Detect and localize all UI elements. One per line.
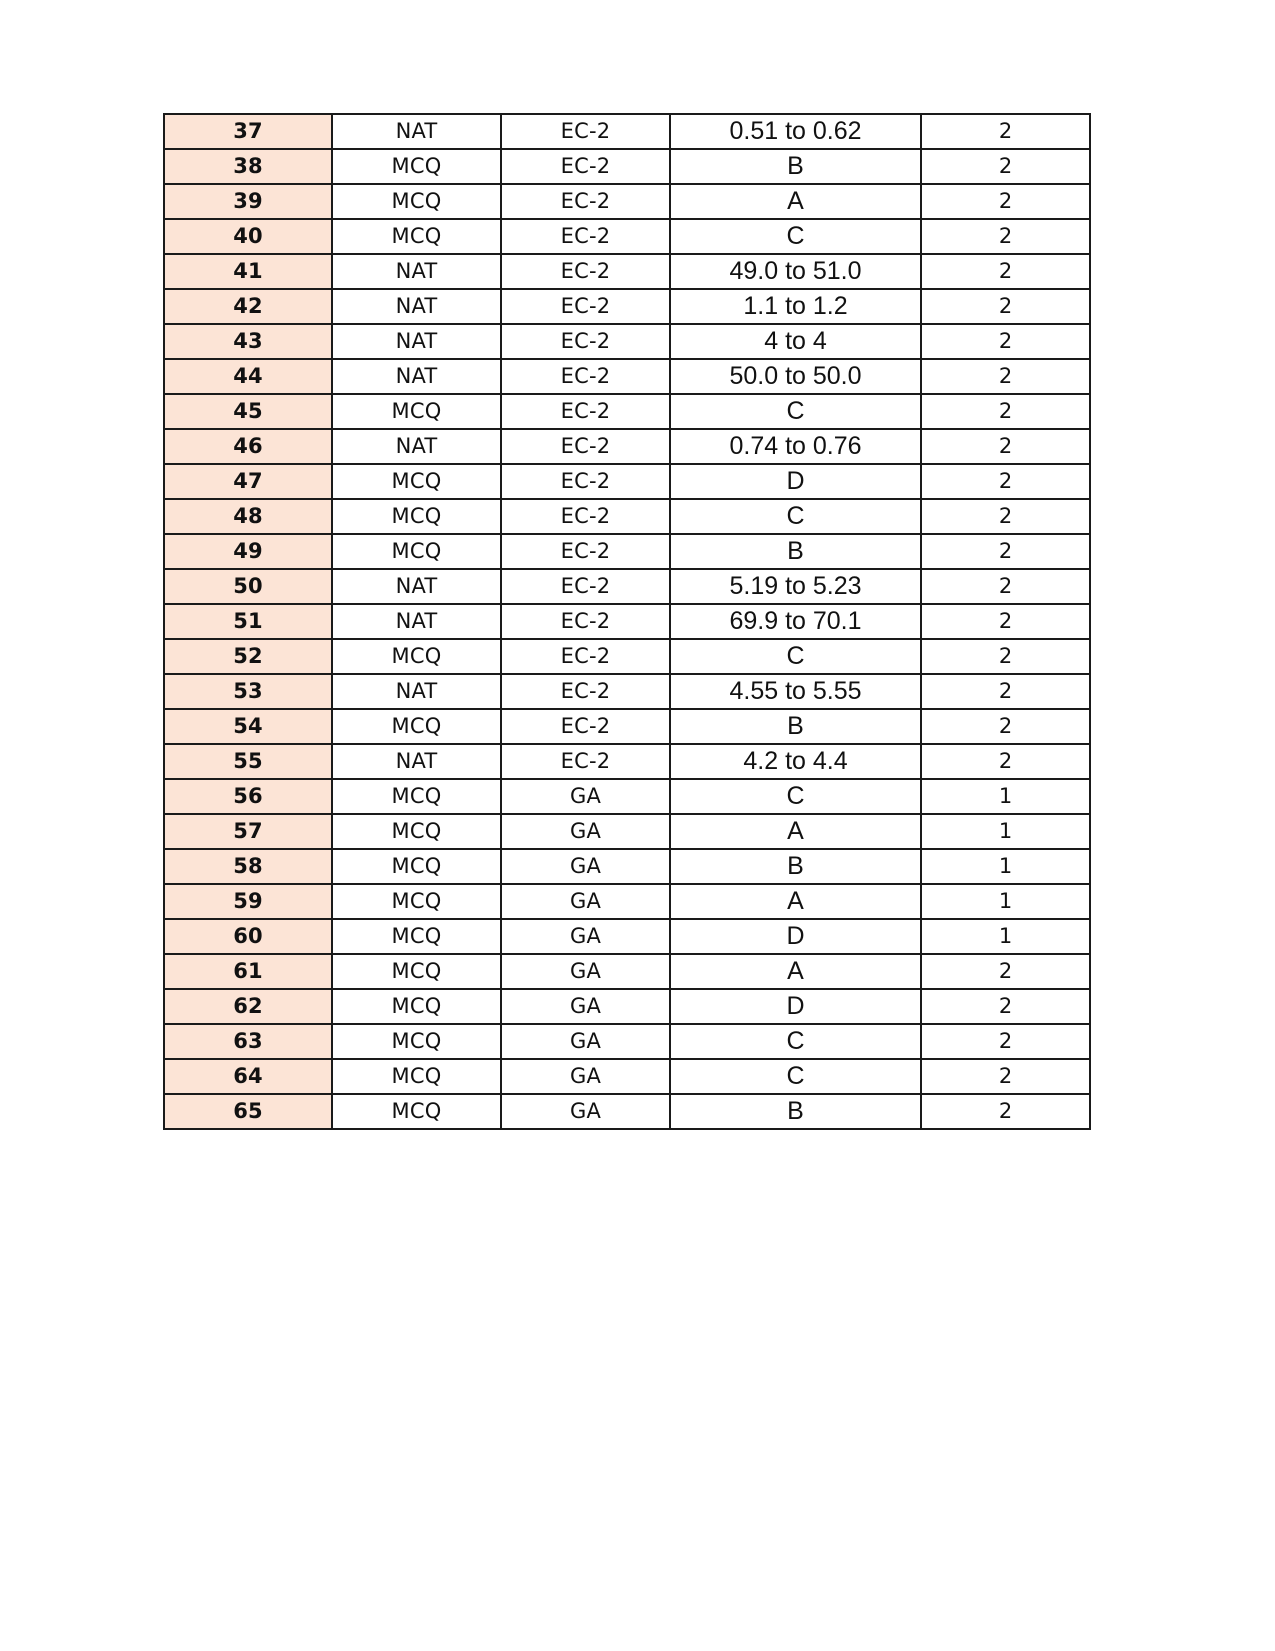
marks-cell: 2	[921, 429, 1090, 464]
section-cell: GA	[501, 1094, 670, 1129]
marks-cell: 2	[921, 709, 1090, 744]
marks-cell: 2	[921, 1059, 1090, 1094]
table-row	[164, 639, 1090, 674]
section-cell: EC-2	[501, 359, 670, 394]
answer-key-cell: A	[670, 884, 921, 919]
question-type-cell: MCQ	[332, 1059, 501, 1094]
question-number-cell: 61	[164, 954, 332, 989]
table-row	[164, 919, 1090, 954]
question-type-cell: MCQ	[332, 639, 501, 674]
question-type-cell: MCQ	[332, 919, 501, 954]
answer-key-cell: B	[670, 534, 921, 569]
answer-key-cell: 50.0 to 50.0	[670, 359, 921, 394]
marks-cell: 2	[921, 219, 1090, 254]
answer-key-cell: A	[670, 954, 921, 989]
question-type-cell: NAT	[332, 359, 501, 394]
table-row	[164, 219, 1090, 254]
table-row	[164, 779, 1090, 814]
section-cell: GA	[501, 989, 670, 1024]
answer-key-cell: D	[670, 464, 921, 499]
answer-key-cell: D	[670, 989, 921, 1024]
table-row	[164, 534, 1090, 569]
question-number-cell: 59	[164, 884, 332, 919]
question-type-cell: MCQ	[332, 849, 501, 884]
table-row	[164, 324, 1090, 359]
answer-key-cell: C	[670, 1059, 921, 1094]
section-cell: EC-2	[501, 429, 670, 464]
section-cell: EC-2	[501, 499, 670, 534]
section-cell: GA	[501, 919, 670, 954]
question-number-cell: 47	[164, 464, 332, 499]
question-number-cell: 40	[164, 219, 332, 254]
question-type-cell: MCQ	[332, 219, 501, 254]
section-cell: EC-2	[501, 149, 670, 184]
table-row	[164, 184, 1090, 219]
question-type-cell: MCQ	[332, 989, 501, 1024]
section-cell: EC-2	[501, 254, 670, 289]
table-row	[164, 954, 1090, 989]
question-number-cell: 37	[164, 114, 332, 149]
section-cell: EC-2	[501, 324, 670, 359]
marks-cell: 2	[921, 184, 1090, 219]
table-row	[164, 744, 1090, 779]
section-cell: GA	[501, 1024, 670, 1059]
answer-key-cell: 4.55 to 5.55	[670, 674, 921, 709]
table-row	[164, 1094, 1090, 1129]
answer-key-cell: B	[670, 1094, 921, 1129]
question-number-cell: 38	[164, 149, 332, 184]
question-type-cell: MCQ	[332, 709, 501, 744]
table-row	[164, 394, 1090, 429]
table-row	[164, 289, 1090, 324]
question-type-cell: MCQ	[332, 149, 501, 184]
table-row	[164, 1024, 1090, 1059]
marks-cell: 2	[921, 534, 1090, 569]
answer-key-cell: C	[670, 394, 921, 429]
question-number-cell: 56	[164, 779, 332, 814]
marks-cell: 2	[921, 114, 1090, 149]
question-number-cell: 54	[164, 709, 332, 744]
answer-key-cell: 4 to 4	[670, 324, 921, 359]
marks-cell: 2	[921, 639, 1090, 674]
marks-cell: 2	[921, 324, 1090, 359]
question-number-cell: 55	[164, 744, 332, 779]
table-row	[164, 989, 1090, 1024]
table-row	[164, 429, 1090, 464]
table-row	[164, 884, 1090, 919]
table-row	[164, 464, 1090, 499]
answer-key-cell: C	[670, 639, 921, 674]
section-cell: GA	[501, 814, 670, 849]
answer-key-cell: C	[670, 1024, 921, 1059]
question-number-cell: 43	[164, 324, 332, 359]
question-type-cell: MCQ	[332, 184, 501, 219]
answer-key-cell: B	[670, 709, 921, 744]
table-row	[164, 674, 1090, 709]
table-row	[164, 709, 1090, 744]
section-cell: EC-2	[501, 674, 670, 709]
section-cell: GA	[501, 954, 670, 989]
table-row	[164, 569, 1090, 604]
marks-cell: 2	[921, 289, 1090, 324]
question-number-cell: 65	[164, 1094, 332, 1129]
question-number-cell: 49	[164, 534, 332, 569]
section-cell: EC-2	[501, 709, 670, 744]
question-number-cell: 44	[164, 359, 332, 394]
question-number-cell: 52	[164, 639, 332, 674]
marks-cell: 2	[921, 744, 1090, 779]
question-type-cell: NAT	[332, 289, 501, 324]
marks-cell: 2	[921, 394, 1090, 429]
section-cell: EC-2	[501, 569, 670, 604]
table-row	[164, 499, 1090, 534]
marks-cell: 2	[921, 359, 1090, 394]
question-number-cell: 39	[164, 184, 332, 219]
marks-cell: 2	[921, 604, 1090, 639]
question-type-cell: NAT	[332, 569, 501, 604]
answer-key-cell: B	[670, 149, 921, 184]
answer-key-cell: D	[670, 919, 921, 954]
question-number-cell: 58	[164, 849, 332, 884]
question-number-cell: 46	[164, 429, 332, 464]
marks-cell: 1	[921, 779, 1090, 814]
section-cell: GA	[501, 884, 670, 919]
section-cell: EC-2	[501, 114, 670, 149]
answer-key-cell: A	[670, 814, 921, 849]
question-type-cell: MCQ	[332, 814, 501, 849]
question-type-cell: MCQ	[332, 394, 501, 429]
question-type-cell: NAT	[332, 744, 501, 779]
question-type-cell: MCQ	[332, 534, 501, 569]
question-type-cell: MCQ	[332, 499, 501, 534]
section-cell: EC-2	[501, 289, 670, 324]
answer-key-cell: 5.19 to 5.23	[670, 569, 921, 604]
section-cell: GA	[501, 849, 670, 884]
marks-cell: 2	[921, 989, 1090, 1024]
marks-cell: 1	[921, 849, 1090, 884]
marks-cell: 2	[921, 1024, 1090, 1059]
answer-key-cell: 49.0 to 51.0	[670, 254, 921, 289]
section-cell: EC-2	[501, 219, 670, 254]
answer-key-cell: C	[670, 499, 921, 534]
marks-cell: 2	[921, 254, 1090, 289]
marks-cell: 1	[921, 884, 1090, 919]
question-type-cell: MCQ	[332, 464, 501, 499]
table-row	[164, 849, 1090, 884]
question-type-cell: MCQ	[332, 884, 501, 919]
answer-key-cell: B	[670, 849, 921, 884]
question-number-cell: 45	[164, 394, 332, 429]
marks-cell: 2	[921, 464, 1090, 499]
question-type-cell: MCQ	[332, 954, 501, 989]
question-number-cell: 41	[164, 254, 332, 289]
answer-key-body	[164, 114, 1090, 1129]
question-number-cell: 57	[164, 814, 332, 849]
section-cell: EC-2	[501, 184, 670, 219]
question-number-cell: 48	[164, 499, 332, 534]
marks-cell: 1	[921, 919, 1090, 954]
table-row	[164, 1059, 1090, 1094]
table-row	[164, 114, 1090, 149]
section-cell: EC-2	[501, 394, 670, 429]
marks-cell: 1	[921, 814, 1090, 849]
section-cell: GA	[501, 1059, 670, 1094]
question-type-cell: MCQ	[332, 1094, 501, 1129]
answer-key-cell: C	[670, 779, 921, 814]
marks-cell: 2	[921, 674, 1090, 709]
section-cell: EC-2	[501, 534, 670, 569]
marks-cell: 2	[921, 954, 1090, 989]
marks-cell: 2	[921, 499, 1090, 534]
section-cell: EC-2	[501, 744, 670, 779]
question-number-cell: 60	[164, 919, 332, 954]
answer-key-cell: 69.9 to 70.1	[670, 604, 921, 639]
question-type-cell: NAT	[332, 114, 501, 149]
question-type-cell: NAT	[332, 254, 501, 289]
question-number-cell: 62	[164, 989, 332, 1024]
answer-key-cell: A	[670, 184, 921, 219]
table-row	[164, 359, 1090, 394]
question-type-cell: NAT	[332, 604, 501, 639]
table-row	[164, 604, 1090, 639]
question-number-cell: 63	[164, 1024, 332, 1059]
question-number-cell: 64	[164, 1059, 332, 1094]
question-type-cell: NAT	[332, 674, 501, 709]
marks-cell: 2	[921, 569, 1090, 604]
question-number-cell: 53	[164, 674, 332, 709]
question-type-cell: MCQ	[332, 779, 501, 814]
question-number-cell: 51	[164, 604, 332, 639]
answer-key-table	[163, 113, 1091, 1130]
question-number-cell: 50	[164, 569, 332, 604]
answer-key-cell: 0.74 to 0.76	[670, 429, 921, 464]
question-type-cell: NAT	[332, 429, 501, 464]
answer-key-cell: 0.51 to 0.62	[670, 114, 921, 149]
section-cell: GA	[501, 779, 670, 814]
section-cell: EC-2	[501, 604, 670, 639]
table-row	[164, 814, 1090, 849]
section-cell: EC-2	[501, 639, 670, 674]
table-row	[164, 149, 1090, 184]
table-row	[164, 254, 1090, 289]
question-type-cell: MCQ	[332, 1024, 501, 1059]
answer-key-cell: 4.2 to 4.4	[670, 744, 921, 779]
marks-cell: 2	[921, 1094, 1090, 1129]
marks-cell: 2	[921, 149, 1090, 184]
question-number-cell: 42	[164, 289, 332, 324]
question-type-cell: NAT	[332, 324, 501, 359]
answer-key-cell: C	[670, 219, 921, 254]
answer-key-cell: 1.1 to 1.2	[670, 289, 921, 324]
section-cell: EC-2	[501, 464, 670, 499]
